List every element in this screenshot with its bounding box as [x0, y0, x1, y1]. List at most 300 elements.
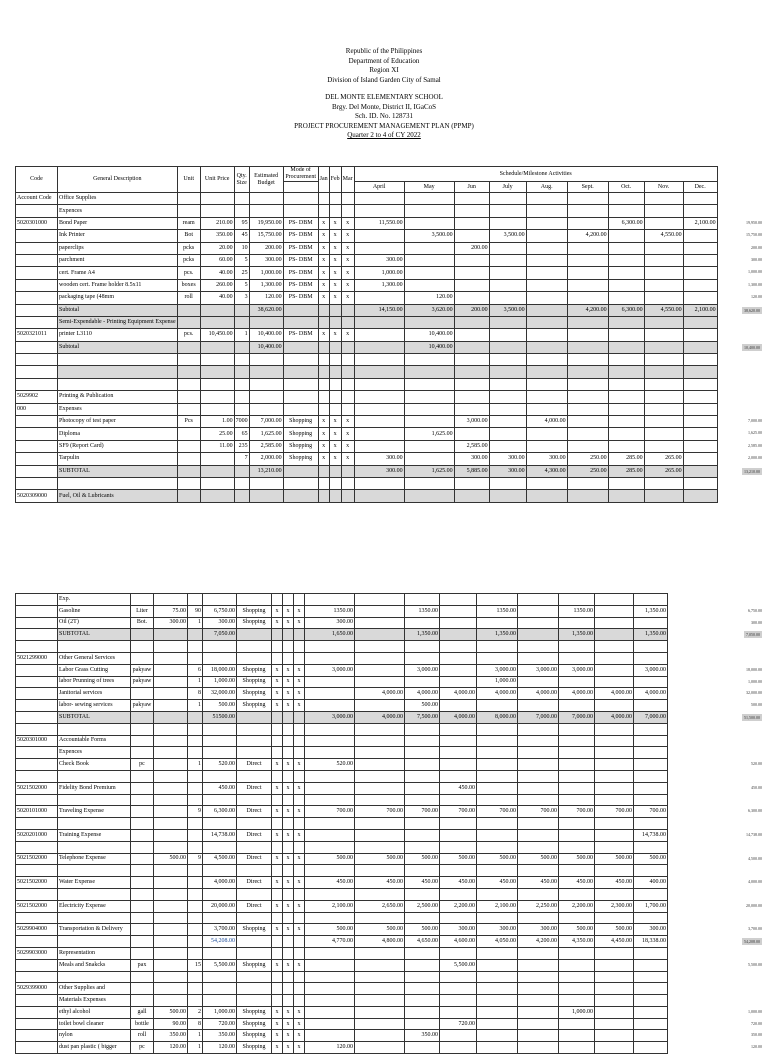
- month-value: 500.00: [559, 924, 595, 936]
- month-value: [559, 770, 595, 782]
- month-value: [559, 983, 595, 995]
- month-value: [404, 378, 454, 390]
- item-description: Accountable Forms: [58, 735, 131, 747]
- item-unit: [131, 794, 154, 806]
- item-description: Water Expense: [58, 877, 131, 889]
- estimated-budget: 5,500.00: [203, 959, 237, 971]
- mode-of-procurement: [237, 629, 272, 641]
- side-total: 120.00: [751, 1044, 762, 1049]
- month-value: [595, 723, 634, 735]
- month-value: 2,500.00: [405, 900, 440, 912]
- month-value: [354, 230, 404, 242]
- table-row: [16, 341, 718, 353]
- item-unit: roll: [131, 1030, 154, 1042]
- month-value: 500.00: [595, 853, 634, 865]
- month-value: [526, 304, 567, 316]
- mode-of-procurement: [237, 841, 272, 853]
- quarter-mark: [294, 711, 305, 723]
- quarter-mark: x: [283, 688, 294, 700]
- month-value: [477, 770, 518, 782]
- quarter-mark: [294, 995, 305, 1007]
- mode-of-procurement: PS- DBM: [283, 230, 318, 242]
- side-total: 14,738.00: [746, 832, 762, 837]
- table-row: [16, 877, 668, 889]
- month-value: [644, 279, 683, 291]
- month-value: [567, 279, 608, 291]
- quarter-mark: [294, 888, 305, 900]
- quarter-mark: [329, 378, 341, 390]
- account-code: [16, 629, 58, 641]
- month-value: [454, 279, 489, 291]
- unit-price: [154, 936, 188, 948]
- month-value: [559, 723, 595, 735]
- qty-size: [188, 629, 203, 641]
- side-total: 19,950.00: [746, 220, 762, 225]
- plan-title: PROJECT PROCUREMENT MANAGEMENT PLAN (PPMP): [294, 121, 474, 130]
- item-unit: ream: [177, 217, 200, 229]
- account-code: [16, 759, 58, 771]
- month-value: [559, 947, 595, 959]
- mode-of-procurement: Shopping: [237, 605, 272, 617]
- mode-of-procurement: Shopping: [237, 959, 272, 971]
- qty-size: 5: [234, 279, 249, 291]
- mode-of-procurement: [237, 983, 272, 995]
- quarter-mark: [272, 971, 283, 983]
- quarter-mark: [294, 641, 305, 653]
- quarter-mark: x: [272, 1030, 283, 1042]
- estimated-budget: 1,000.00: [249, 267, 283, 279]
- table-row: [16, 759, 668, 771]
- col-schedule: Schedule/Milestone Activities: [354, 167, 717, 182]
- qty-size: [188, 829, 203, 841]
- account-code: 5020301000: [16, 735, 58, 747]
- unit-price: [200, 316, 234, 328]
- unit-price: 350.00: [200, 230, 234, 242]
- month-value: [440, 629, 477, 641]
- month-value: 4,000.00: [634, 688, 668, 700]
- month-value: 4,000.00: [477, 688, 518, 700]
- mode-of-procurement: [283, 465, 318, 477]
- account-code: [16, 453, 58, 465]
- mode-of-procurement: Direct: [237, 829, 272, 841]
- month-value: [354, 341, 404, 353]
- month-value: 700.00: [518, 806, 559, 818]
- month-value: [405, 1042, 440, 1054]
- quarter-mark: x: [341, 416, 354, 428]
- item-description: Office Supplies: [58, 193, 178, 205]
- month-value: [355, 617, 405, 629]
- month-value: [354, 205, 404, 217]
- month-value: [354, 378, 404, 390]
- quarter-mark: x: [318, 292, 329, 304]
- mode-of-procurement: [237, 652, 272, 664]
- quarter-mark: [318, 366, 329, 378]
- month-value: [518, 888, 559, 900]
- quarter-mark: [329, 354, 341, 366]
- month-value: 700.00: [305, 806, 355, 818]
- estimated-budget: 15,750.00: [249, 230, 283, 242]
- month-value: [683, 316, 717, 328]
- month-value: [477, 912, 518, 924]
- month-value: [595, 971, 634, 983]
- col-month: July: [489, 182, 526, 193]
- month-value: 1,700.00: [634, 900, 668, 912]
- item-description: Exp.: [58, 594, 131, 606]
- quarter-mark: [341, 366, 354, 378]
- qty-size: [188, 818, 203, 830]
- month-value: [518, 605, 559, 617]
- quarter-mark: [272, 594, 283, 606]
- month-value: [440, 971, 477, 983]
- item-unit: [131, 806, 154, 818]
- month-value: 1,000.00: [354, 267, 404, 279]
- month-value: [405, 617, 440, 629]
- quarter-mark: x: [341, 242, 354, 254]
- month-value: [608, 416, 644, 428]
- estimated-budget: [249, 205, 283, 217]
- month-value: [405, 912, 440, 924]
- estimated-budget: 14,738.00: [203, 829, 237, 841]
- plan-period: Quarter 2 to 4 of CY 2022: [347, 131, 421, 139]
- mode-of-procurement: Shopping: [283, 453, 318, 465]
- month-value: [608, 279, 644, 291]
- estimated-budget: 38,620.00: [249, 304, 283, 316]
- quarter-mark: [294, 947, 305, 959]
- month-value: [608, 428, 644, 440]
- unit-price: [200, 391, 234, 403]
- quarter-mark: x: [294, 806, 305, 818]
- estimated-budget: 18,000.00: [203, 664, 237, 676]
- item-description: [58, 888, 131, 900]
- item-unit: Pcs: [177, 416, 200, 428]
- month-value: [518, 629, 559, 641]
- account-code: [16, 995, 58, 1007]
- unit-price: 10,450.00: [200, 329, 234, 341]
- month-value: [454, 329, 489, 341]
- month-value: [608, 316, 644, 328]
- quarter-mark: x: [283, 877, 294, 889]
- month-value: [477, 1006, 518, 1018]
- account-code: [16, 440, 58, 452]
- month-value: [454, 428, 489, 440]
- table-row: [16, 629, 668, 641]
- estimated-budget: [203, 971, 237, 983]
- month-value: [305, 865, 355, 877]
- item-unit: [177, 205, 200, 217]
- side-total: 520.00: [751, 761, 762, 766]
- month-value: [305, 995, 355, 1007]
- qty-size: [188, 947, 203, 959]
- month-value: [354, 416, 404, 428]
- quarter-mark: [272, 912, 283, 924]
- mode-of-procurement: [237, 723, 272, 735]
- account-code: [16, 971, 58, 983]
- item-unit: [131, 971, 154, 983]
- month-value: [305, 594, 355, 606]
- item-unit: [131, 900, 154, 912]
- mode-of-procurement: Shopping: [283, 428, 318, 440]
- account-code: [16, 354, 58, 366]
- month-value: 4,600.00: [440, 936, 477, 948]
- month-value: [405, 723, 440, 735]
- qty-size: [234, 193, 249, 205]
- month-value: [518, 971, 559, 983]
- table-row: [16, 664, 668, 676]
- month-value: [608, 440, 644, 452]
- month-value: [440, 652, 477, 664]
- unit-price: [154, 782, 188, 794]
- quarter-mark: x: [294, 959, 305, 971]
- month-value: 3,500.00: [489, 230, 526, 242]
- table-row: [16, 723, 668, 735]
- month-value: [595, 641, 634, 653]
- unit-price: [200, 490, 234, 502]
- month-value: 265.00: [644, 465, 683, 477]
- account-code: [16, 378, 58, 390]
- month-value: 1,650.00: [305, 629, 355, 641]
- month-value: [608, 354, 644, 366]
- qty-size: 235: [234, 440, 249, 452]
- quarter-mark: x: [341, 453, 354, 465]
- account-code: 5029904000: [16, 924, 58, 936]
- qty-size: [188, 924, 203, 936]
- unit-price: [154, 700, 188, 712]
- month-value: [489, 391, 526, 403]
- month-value: [489, 428, 526, 440]
- item-description: packaging tape (48mm: [58, 292, 178, 304]
- quarter-mark: x: [329, 230, 341, 242]
- mode-of-procurement: Shopping: [237, 617, 272, 629]
- month-value: [595, 829, 634, 841]
- month-value: [608, 267, 644, 279]
- month-value: 500.00: [595, 924, 634, 936]
- col-code: Code: [16, 167, 58, 193]
- month-value: [644, 403, 683, 415]
- mode-of-procurement: Direct: [237, 877, 272, 889]
- mode-of-procurement: [237, 641, 272, 653]
- month-value: [405, 995, 440, 1007]
- quarter-mark: [272, 770, 283, 782]
- item-unit: pax: [131, 959, 154, 971]
- month-value: [595, 818, 634, 830]
- month-value: [683, 391, 717, 403]
- month-value: 2,250.00: [518, 900, 559, 912]
- account-code: 5020101000: [16, 806, 58, 818]
- mode-of-procurement: [283, 316, 318, 328]
- month-value: [595, 959, 634, 971]
- month-value: [355, 782, 405, 794]
- quarter-mark: x: [294, 1018, 305, 1030]
- month-value: [355, 770, 405, 782]
- side-total: 1,000.00: [748, 1009, 762, 1014]
- quarter-mark: x: [272, 853, 283, 865]
- unit-price: [154, 806, 188, 818]
- month-value: [305, 782, 355, 794]
- qty-size: [234, 341, 249, 353]
- unit-price: [154, 947, 188, 959]
- month-value: [634, 995, 668, 1007]
- month-value: [644, 267, 683, 279]
- side-total: 18,000.00: [746, 667, 762, 672]
- quarter-mark: [294, 735, 305, 747]
- school-name: DEL MONTE ELEMENTARY SCHOOL: [325, 93, 443, 101]
- table-row: [16, 242, 718, 254]
- estimated-budget: 54,208.00: [203, 936, 237, 948]
- quarter-mark: x: [283, 806, 294, 818]
- item-unit: [177, 366, 200, 378]
- month-value: [644, 490, 683, 502]
- item-description: parchment: [58, 254, 178, 266]
- unit-price: 40.00: [200, 292, 234, 304]
- month-value: [518, 782, 559, 794]
- item-description: Transportation & Delivery: [58, 924, 131, 936]
- month-value: 4,550.00: [644, 304, 683, 316]
- month-value: [489, 292, 526, 304]
- month-value: 450.00: [440, 782, 477, 794]
- mode-of-procurement: [283, 403, 318, 415]
- account-code: [16, 254, 58, 266]
- mode-of-procurement: Shopping: [283, 440, 318, 452]
- month-value: 4,000.00: [559, 688, 595, 700]
- table-row: [16, 279, 718, 291]
- qty-size: [188, 841, 203, 853]
- account-code: [16, 594, 58, 606]
- month-value: [477, 971, 518, 983]
- item-description: Photocopy of test paper: [58, 416, 178, 428]
- quarter-mark: [329, 490, 341, 502]
- month-value: [526, 329, 567, 341]
- estimated-budget: 7,000.00: [249, 416, 283, 428]
- qty-size: 1: [188, 1030, 203, 1042]
- month-value: 700.00: [595, 806, 634, 818]
- month-value: [559, 594, 595, 606]
- month-value: [567, 316, 608, 328]
- month-value: [355, 594, 405, 606]
- month-value: [567, 477, 608, 489]
- quarter-mark: [341, 477, 354, 489]
- month-value: [559, 641, 595, 653]
- quarter-mark: [318, 354, 329, 366]
- month-value: [595, 605, 634, 617]
- unit-price: 300.00: [154, 617, 188, 629]
- month-value: [634, 959, 668, 971]
- quarter-mark: x: [283, 700, 294, 712]
- month-value: 500.00: [305, 924, 355, 936]
- month-value: [305, 1018, 355, 1030]
- month-value: [477, 794, 518, 806]
- quarter-mark: [283, 983, 294, 995]
- month-value: [683, 465, 717, 477]
- item-description: labor- sewing services: [58, 700, 131, 712]
- month-value: [454, 490, 489, 502]
- account-code: [16, 205, 58, 217]
- mode-of-procurement: Shopping: [237, 1018, 272, 1030]
- month-value: [683, 279, 717, 291]
- quarter-mark: [272, 652, 283, 664]
- quarter-mark: x: [283, 1006, 294, 1018]
- unit-price: [154, 983, 188, 995]
- mode-of-procurement: Shopping: [237, 1042, 272, 1054]
- quarter-mark: x: [294, 1030, 305, 1042]
- table-row: [16, 900, 668, 912]
- table-row: [16, 1018, 668, 1030]
- month-value: 2,300.00: [595, 900, 634, 912]
- mode-of-procurement: [237, 770, 272, 782]
- unit-price: [200, 378, 234, 390]
- item-description: Subtotal: [58, 341, 178, 353]
- month-value: [355, 818, 405, 830]
- month-value: [477, 594, 518, 606]
- month-value: 520.00: [305, 759, 355, 771]
- month-value: [489, 354, 526, 366]
- month-value: 300.00: [489, 465, 526, 477]
- month-value: [567, 416, 608, 428]
- account-code: [16, 316, 58, 328]
- unit-price: [154, 594, 188, 606]
- side-total: 450.00: [751, 785, 762, 790]
- quarter-mark: x: [272, 829, 283, 841]
- month-value: [595, 735, 634, 747]
- month-value: [559, 971, 595, 983]
- side-total: 6,300.00: [748, 808, 762, 813]
- month-value: [559, 829, 595, 841]
- month-value: 1,625.00: [404, 465, 454, 477]
- side-total: 54,208.00: [744, 939, 760, 944]
- qty-size: [188, 652, 203, 664]
- month-value: [440, 735, 477, 747]
- col-month: Nov.: [644, 182, 683, 193]
- month-value: 2,650.00: [355, 900, 405, 912]
- side-total: 15,750.00: [746, 232, 762, 237]
- estimated-budget: [203, 947, 237, 959]
- month-value: 3,500.00: [489, 304, 526, 316]
- month-value: [354, 428, 404, 440]
- month-value: [567, 391, 608, 403]
- month-value: [518, 1018, 559, 1030]
- quarter-mark: [294, 971, 305, 983]
- month-value: [405, 888, 440, 900]
- month-value: [644, 254, 683, 266]
- unit-price: [154, 865, 188, 877]
- account-code: [16, 818, 58, 830]
- month-value: 1,350.00: [634, 605, 668, 617]
- item-unit: [131, 652, 154, 664]
- mode-of-procurement: [283, 477, 318, 489]
- month-value: [355, 735, 405, 747]
- qty-size: 9: [188, 853, 203, 865]
- month-value: [595, 947, 634, 959]
- month-value: [355, 605, 405, 617]
- col-feb: Feb: [329, 167, 341, 193]
- quarter-mark: [294, 818, 305, 830]
- mode-of-procurement: [283, 341, 318, 353]
- table-row: [16, 465, 718, 477]
- qty-size: [188, 794, 203, 806]
- qty-size: 1: [188, 759, 203, 771]
- side-total: 13,210.00: [744, 469, 760, 474]
- table-row: [16, 924, 668, 936]
- quarter-mark: x: [329, 292, 341, 304]
- item-unit: [131, 818, 154, 830]
- estimated-budget: 200.00: [249, 242, 283, 254]
- estimated-budget: 13,210.00: [249, 465, 283, 477]
- month-value: [567, 354, 608, 366]
- quarter-mark: [283, 971, 294, 983]
- month-value: 500.00: [355, 853, 405, 865]
- table-row: [16, 292, 718, 304]
- table-row: [16, 747, 668, 759]
- month-value: [559, 759, 595, 771]
